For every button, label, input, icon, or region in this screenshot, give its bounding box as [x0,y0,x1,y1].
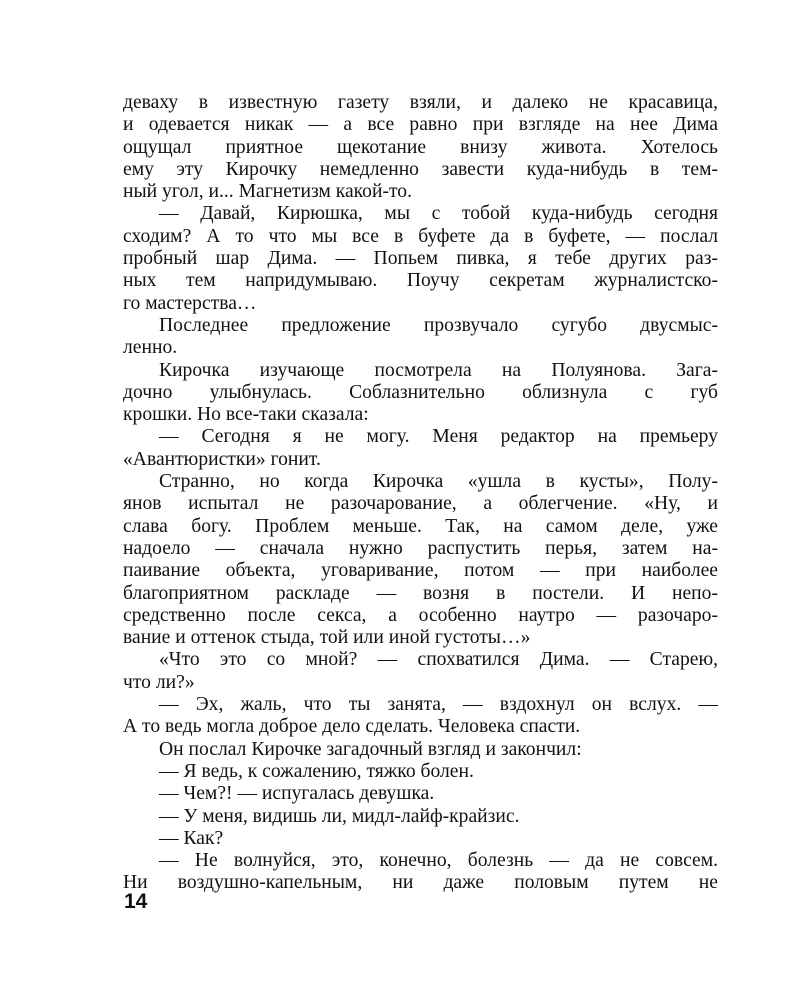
text-line: — Не волнуйся, это, конечно, болезнь — да не совсем. [159,850,718,872]
text-line: го мастерства… [123,292,257,314]
text-line: вание и оттенок стыда, той или иной густоты…» [123,627,531,649]
text-line: ощущал приятное щекотание внизу живота. Хотелось [123,136,718,158]
text-line: — Я ведь, к сожалению, тяжко болен. [159,760,474,782]
text-line: Кирочка изучающе посмотрела на Полуянова. Зага- [159,359,718,381]
text-line: — Чем?! — испугалась девушка. [159,783,435,805]
text-line: и одевается никак — а все равно при взгляде на нее Дима [123,114,718,136]
text-line: Странно, но когда Кирочка «ушла в кусты», Полу- [159,471,718,493]
text-line: ему эту Кирочку немедленно завести куда-нибудь в тем- [123,158,718,180]
text-line: — Эх, жаль, что ты занята, — вздохнул он вслух. — [159,694,718,716]
text-line: средственно после секса, а особенно наутро — разочаро- [123,604,718,626]
text-line: «Что это со мной? — спохватился Дима. — Старею, [159,649,718,671]
text-line: А то ведь могла доброе дело сделать. Человека спасти. [123,716,581,738]
text-line: ный угол, и... Магнетизм какой-то. [123,181,412,203]
text-line: Ни воздушно-капельным, ни даже половым путем не [123,872,718,894]
text-line: надоело — сначала нужно распустить перья, затем на- [123,537,718,559]
text-line: благоприятном раскладе — возня в постели. И непо- [123,582,718,604]
body-text [123,92,718,895]
text-line: паивание объекта, уговаривание, потом — при наиболее [123,560,718,582]
text-line: Последнее предложение прозвучало сугубо двусмыс- [159,314,718,336]
text-line: деваху в известную газету взяли, и далеко не красавица, [123,92,718,113]
text-line: — Как? [159,827,224,849]
text-line: слава богу. Проблем меньше. Так, на самом деле, уже [123,515,718,537]
text-line: янов испытал не разочарование, а облегчение. «Ну, и [123,493,718,515]
text-line: что ли?» [123,671,195,693]
text-line: ленно. [123,337,178,359]
text-line: «Авантюристки» гонит. [123,448,321,470]
text-line: пробный шар Дима. — Попьем пивка, я тебе других раз- [123,248,718,270]
text-line: ных тем напридумываю. Поучу секретам журналистско- [123,270,718,292]
text-line: дочно улыбнулась. Соблазнительно облизнула с губ [123,381,718,403]
text-line: крошки. Но все-таки сказала: [123,404,369,426]
text-line: Он послал Кирочке загадочный взгляд и закончил: [159,738,582,760]
page-number: 14 [124,890,148,913]
text-line: — Давай, Кирюшка, мы с тобой куда-нибудь сегодня [159,203,718,225]
text-line: — Сегодня я не могу. Меня редактор на премьеру [159,426,718,448]
text-line: сходим? А то что мы все в буфете да в буфете, — послал [123,225,718,247]
text-line: — У меня, видишь ли, мидл-лайф-крайзис. [159,805,520,827]
